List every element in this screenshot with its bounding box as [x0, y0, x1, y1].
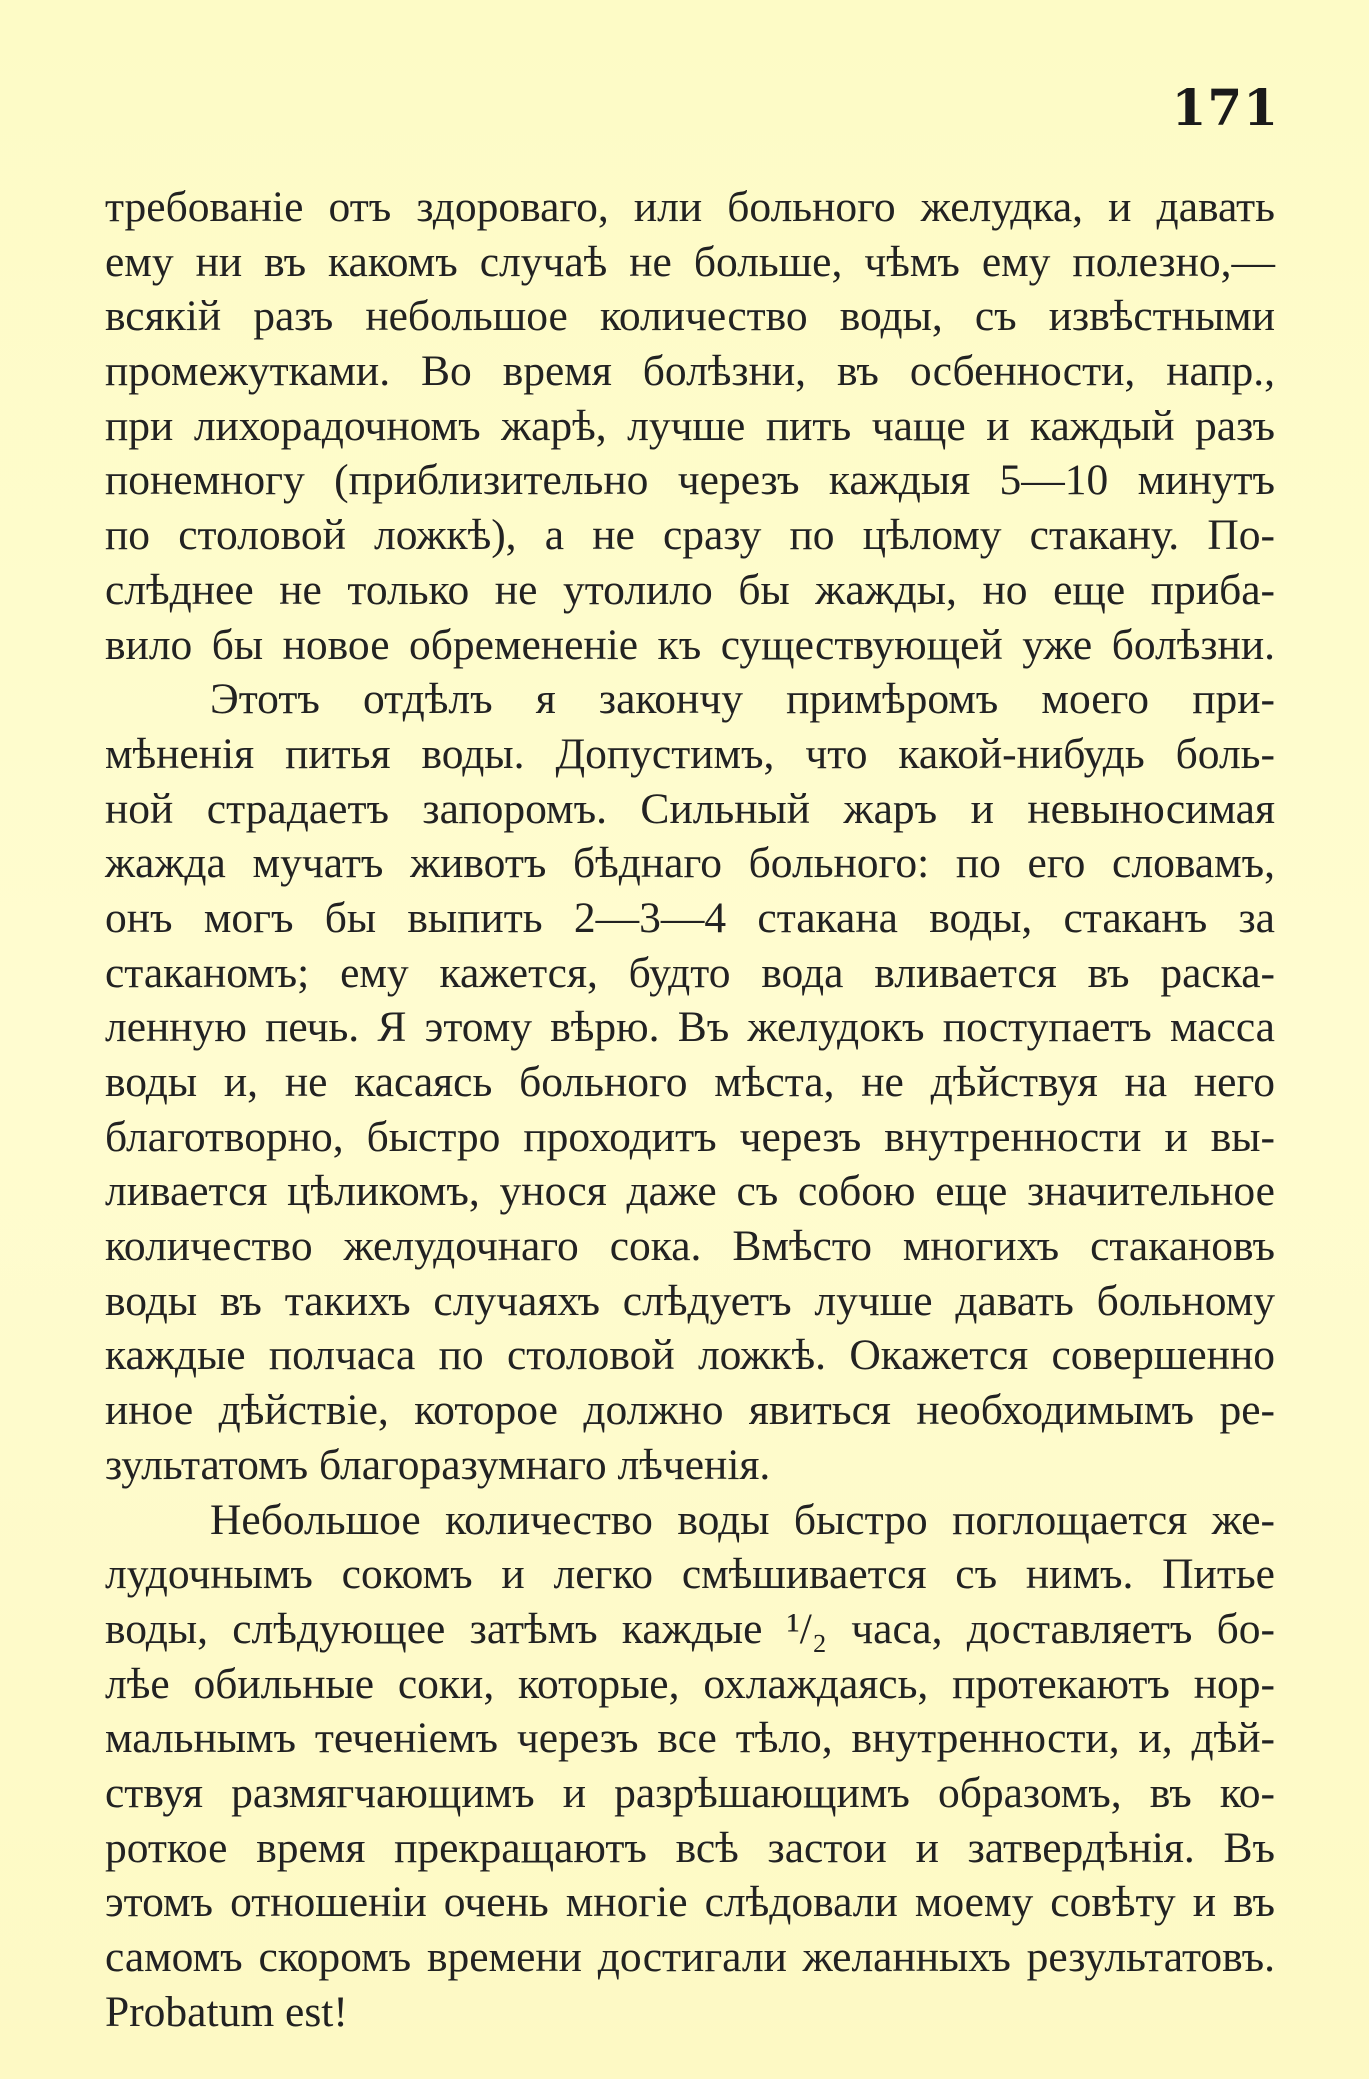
text-line: промежутками. Во время болѣзни, въ осбенности, напр., — [105, 347, 1275, 396]
text-line: зультатомъ благоразумнаго лѣченія. — [105, 1440, 771, 1489]
text-line: по столовой ложкѣ), а не сразу по цѣлому стакану. По- — [105, 511, 1275, 560]
text-line: требованіе отъ здороваго, или больного желудка, и давать — [105, 183, 1275, 231]
text-line: стаканомъ; ему кажется, будто вода вливается въ раска- — [105, 948, 1275, 997]
text-line: лудочнымъ сокомъ и легко смѣшивается съ нимъ. Питье — [105, 1550, 1275, 1599]
text-line: Небольшое количество воды быстро поглощается же- — [210, 1495, 1275, 1544]
text-line: ему ни въ какомъ случаѣ не больше, чѣмъ ему полезно,— — [105, 237, 1275, 286]
text-line: при лихорадочномъ жарѣ, лучше пить чаще и каждый разъ — [105, 401, 1275, 450]
paragraph-2 — [105, 672, 1275, 1492]
text-line: количество желудочнаго сока. Вмѣсто многихъ стакановъ — [105, 1222, 1275, 1271]
text-line: Этотъ отдѣлъ я закончу примѣромъ моего при- — [210, 675, 1275, 724]
text-line: всякій разъ небольшое количество воды, съ извѣстными — [105, 292, 1275, 341]
text-line: ливается цѣликомъ, унося даже съ собою еще значительное — [105, 1167, 1275, 1216]
text-line: жажда мучатъ животъ бѣднаго больного: по его словамъ, — [105, 839, 1275, 888]
text-line: воды и, не касаясь больного мѣста, не дѣйствуя на него — [105, 1058, 1275, 1106]
text-line: каждые полчаса по столовой ложкѣ. Окажется совершенно — [105, 1331, 1275, 1380]
text-line: понемногу (приблизительно черезъ каждыя 5—10 минутъ — [105, 456, 1275, 505]
text-line: воды, слѣдующее затѣмъ каждые ¹/₂ часа, доставляетъ бо- — [105, 1604, 1275, 1653]
text-line: мальнымъ теченіемъ черезъ все тѣло, внутренности, и, дѣй- — [105, 1714, 1275, 1763]
text-line: иное дѣйствіе, которое должно явиться необходимымъ ре- — [105, 1386, 1275, 1435]
text-line: воды въ такихъ случаяхъ слѣдуетъ лучше давать больному — [105, 1276, 1275, 1325]
text-line: онъ могъ бы выпить 2—3—4 стакана воды, стаканъ за — [105, 893, 1275, 942]
text-line: ной страдаетъ запоромъ. Сильный жаръ и невыносимая — [105, 784, 1275, 833]
text-line: этомъ отношеніи очень многіе слѣдовали моему совѣту и въ — [105, 1878, 1275, 1927]
text-line: благотворно, быстро проходитъ черезъ внутренности и вы- — [105, 1112, 1275, 1161]
text-line: ствуя размягчающимъ и разрѣшающимъ образомъ, въ ко- — [105, 1768, 1275, 1817]
text-line: мѣненія питья воды. Допустимъ, что какой-нибудь боль- — [105, 729, 1275, 778]
page-number: 171 — [1171, 78, 1279, 137]
text-line: лѣе обильные соки, которые, охлаждаясь, протекаютъ нор- — [105, 1659, 1275, 1708]
text-body — [105, 180, 1275, 2039]
paragraph-3 — [105, 1493, 1275, 2040]
text-line: ленную печь. Я этому вѣрю. Въ желудокъ поступаетъ масса — [105, 1003, 1275, 1052]
text-line: Probatum est! — [105, 1987, 348, 2036]
text-line: самомъ скоромъ времени достигали желанныхъ результатовъ. — [105, 1933, 1275, 1981]
text-line: слѣднее не только не утолило бы жажды, но еще приба- — [105, 565, 1275, 614]
paragraph-1 — [105, 180, 1275, 672]
text-line: вило бы новое обремененіе къ существующей уже болѣзни. — [105, 620, 1275, 669]
text-line: роткое время прекращаютъ всѣ застои и затвердѣнія. Въ — [105, 1823, 1275, 1872]
